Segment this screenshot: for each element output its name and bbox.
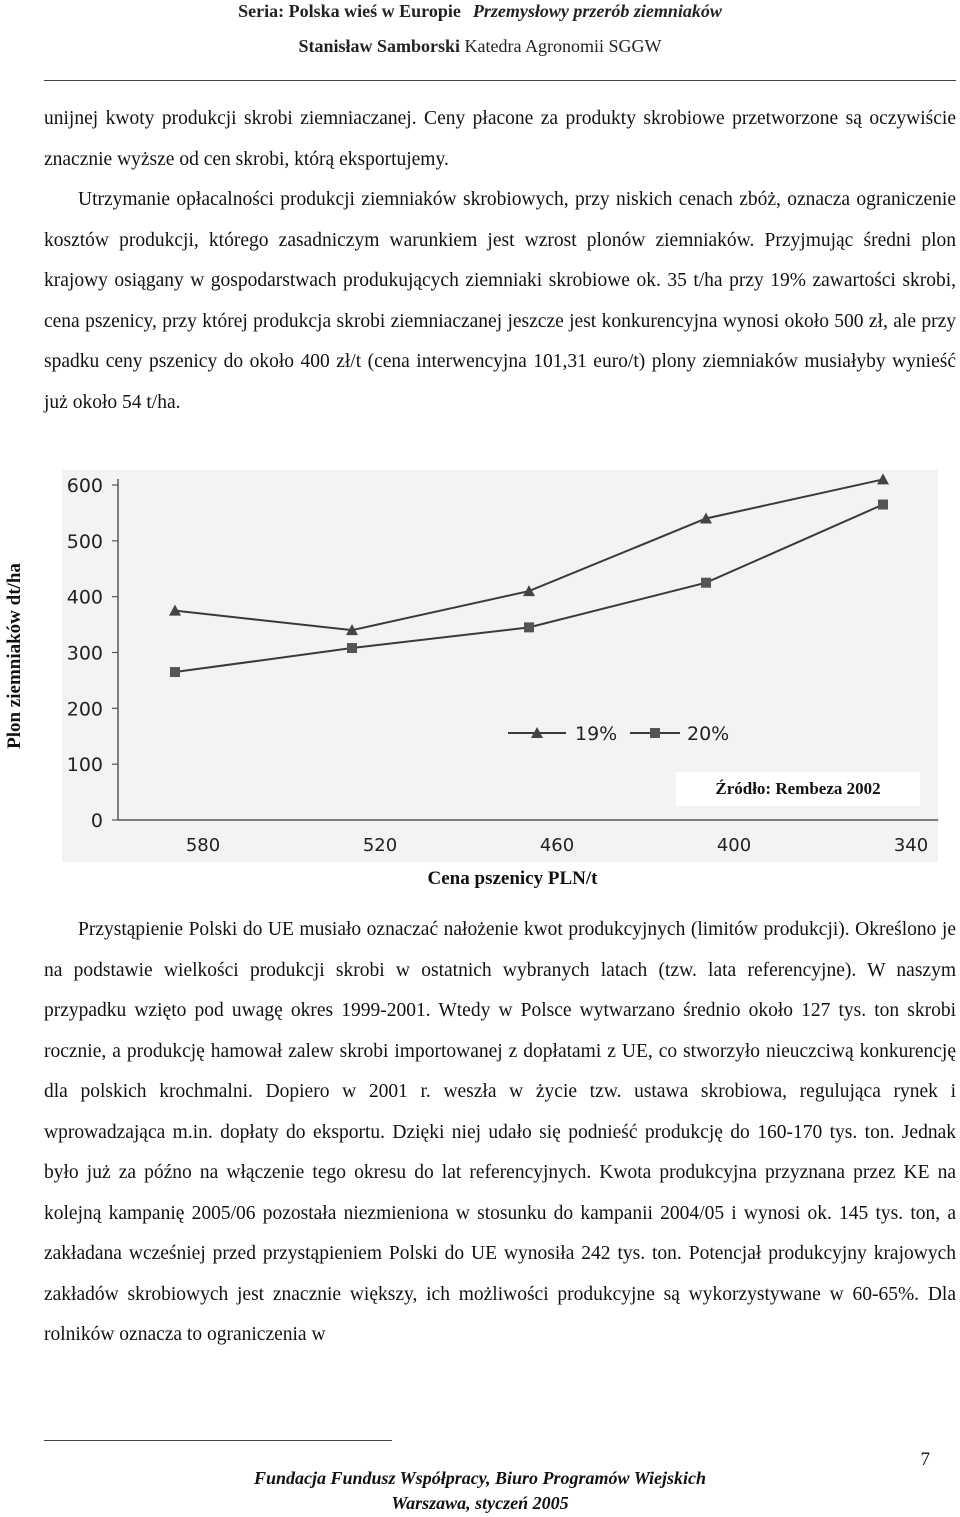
header-line-series bbox=[0, 1, 960, 22]
page-number: 7 bbox=[920, 1449, 930, 1470]
data-point-square bbox=[170, 667, 180, 677]
data-point-square bbox=[524, 622, 534, 632]
footer-divider bbox=[44, 1440, 392, 1441]
chart-x-axis-title: Cena pszenicy PLN/t bbox=[427, 868, 598, 889]
legend-marker-square bbox=[650, 728, 660, 738]
paragraph: unijnej kwoty produkcji skrobi ziemniaczanej. Ceny płacone za produkty skrobiowe przetworzone są oczywiście znacznie wyższe od cen skrobi, którą eksportujemy. bbox=[44, 108, 956, 170]
y-tick-label: 600 bbox=[66, 475, 103, 497]
y-tick-label: 500 bbox=[66, 530, 103, 553]
footer-publisher: Fundacja Fundusz Współpracy, Biuro Programów Wiejskich bbox=[253, 1468, 707, 1488]
header-divider bbox=[44, 80, 956, 81]
x-tick-label: 580 bbox=[185, 835, 221, 856]
book-title: Przemysłowy przerób ziemniaków bbox=[472, 1, 722, 21]
body-text-top bbox=[44, 99, 956, 423]
author-affiliation: Katedra Agronomii SGGW bbox=[464, 36, 662, 56]
footer-place-date: Warszawa, styczeń 2005 bbox=[391, 1493, 569, 1513]
header-line-author bbox=[0, 36, 960, 57]
chart-source-note: Źródło: Rembeza 2002 bbox=[676, 772, 920, 806]
paragraph: Utrzymanie opłacalności produkcji ziemniaków skrobiowych, przy niskich cenach zbóż, oznacza ograniczenie kosztów produkcji, którego zasadniczym warunkiem jest wzrost plonów ziemniaków. Przyjmując średni plon krajowy osiągany w gospodarstwach produkujących ziemniaki skrobiowe ok. 35 t/ha przy 19% zawartości skrobi, cena pszenicy, przy której produkcja skrobi ziemniaczanej jeszcze jest konkurencyjna wynosi około 500 zł, ale przy spadku ceny pszenicy do około 400 zł/t (cena interwencyjna 101,31 euro/t) plony ziemniaków musiałyby wynieść już około 54 t/ha. bbox=[44, 189, 956, 413]
y-tick-label: 400 bbox=[66, 586, 103, 609]
y-tick-label: 0 bbox=[90, 810, 103, 832]
yield-chart bbox=[0, 465, 960, 905]
chart-y-axis-title: Plon ziemniaków dt/ha bbox=[4, 563, 25, 749]
x-tick-label: 400 bbox=[716, 835, 752, 856]
data-point-square bbox=[878, 500, 888, 510]
x-tick-label: 340 bbox=[893, 835, 929, 856]
legend-label: 20% bbox=[687, 723, 730, 745]
legend-label: 19% bbox=[575, 723, 618, 745]
y-tick-label: 200 bbox=[66, 698, 103, 721]
y-tick-label: 300 bbox=[66, 642, 103, 665]
data-point-square bbox=[347, 643, 357, 653]
x-tick-label: 460 bbox=[539, 835, 575, 856]
chart-svg bbox=[0, 465, 960, 905]
y-tick-label: 100 bbox=[66, 754, 103, 777]
paragraph: Przystąpienie Polski do UE musiało oznaczać nałożenie kwot produkcyjnych (limitów produkcji). Określono je na podstawie wielkości produkcji skrobi w ostatnich wybranych latach (tzw. lata referencyjne). W naszym przypadku wzięto pod uwagę okres 1999-2001. Wtedy w Polsce wytwarzano średnio około 127 tys. ton skrobi rocznie, a produkcję hamował zalew skrobi importowanej z dopłatami z UE, co stworzyło nieuczciwą konkurencję dla polskich krochmalni. Dopiero w 2001 r. weszła w życie tzw. ustawa skrobiowa, regulująca rynek i wprowadzająca m.in. dopłaty do eksportu. Dzięki niej udało się podnieść produkcję do 160-170 tys. ton. Jednak było już za późno na włączenie tego okresu do lat referencyjnych. Kwota produkcyjna przyznana przez KE na kolejną kampanię 2005/06 pozostała niezmieniona w stosunku do kampanii 2004/05 i wynosi ok. 145 tys. ton, a zakładana wcześniej przed przystąpieniem Polski do UE wynosiła 242 tys. ton. Potencjał produkcyjny krajowych zakładów skrobiowych jest znacznie większy, ich możliwości produkcyjne są wykorzystywane w 60-65%. Dla rolników oznacza to ograniczenia w bbox=[44, 919, 956, 1345]
x-tick-label: 520 bbox=[362, 835, 398, 856]
data-point-square bbox=[701, 578, 711, 588]
series-title: Seria: Polska wieś w Europie bbox=[238, 1, 461, 21]
body-text-bottom bbox=[44, 910, 956, 1356]
author-name: Stanisław Samborski bbox=[298, 36, 461, 56]
